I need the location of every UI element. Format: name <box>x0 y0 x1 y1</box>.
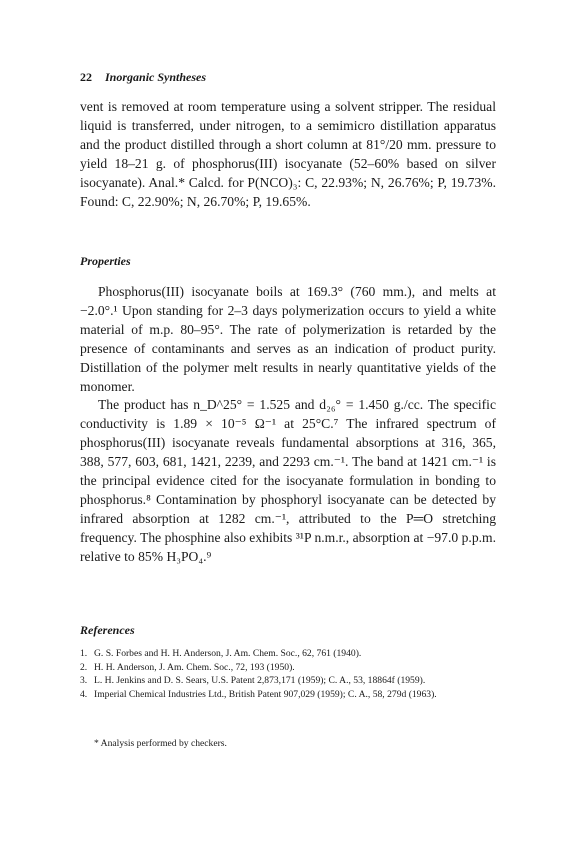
checker-footnote: * Analysis performed by checkers. <box>94 738 227 749</box>
properties-text-block <box>80 283 496 567</box>
reference-item: 2. H. H. Anderson, J. Am. Chem. Soc., 72, 193 (1950). <box>80 661 295 673</box>
intro-paragraph: vent is removed at room temperature using a solvent stripper. The residual liquid is transferred, under nitrogen, to a semimicro distillation apparatus and the product distilled through a short column at 81°/20 mm. pressure to yield 18–21 g. of phosphorus(III) isocyanate (52–60% based on silver isocyanate). Anal.* Calcd. for P(NCO)₃: C, 22.93%; N, 26.76%; P, 19.73%. Found: C, 22.90%; N, 26.70%; P, 19.65%. <box>80 99 496 209</box>
reference-item: 3. L. H. Jenkins and D. S. Sears, U.S. Patent 2,873,171 (1959); C. A., 53, 18864f (1959). <box>80 675 426 687</box>
intro-text-block <box>80 98 496 211</box>
running-title: Inorganic Syntheses <box>105 70 207 84</box>
reference-list <box>80 647 496 701</box>
properties-paragraph-1: Phosphorus(III) isocyanate boils at 169.3° (760 mm.), and melts at −2.0°.¹ Upon standing for 2–3 days polymerization occurs to yield a white material of m.p. 80–95°. The rate of polymerization is retarded by the presence of contaminants and serves as an indication of product purity. Distillation of the polymer melt results in nearly quantitative yields of the monomer. <box>80 284 496 394</box>
reference-item: 4. Imperial Chemical Industries Ltd., British Patent 907,029 (1959); C. A., 58, 279d (1963). <box>80 688 437 700</box>
properties-heading: Properties <box>80 254 131 268</box>
reference-item: 1. G. S. Forbes and H. H. Anderson, J. Am. Chem. Soc., 62, 761 (1940). <box>80 648 362 659</box>
running-header <box>80 70 206 85</box>
references-heading: References <box>80 623 135 637</box>
properties-paragraph-2: The product has n_D^25° = 1.525 and d₂₆° = 1.450 g./cc. The specific conductivity is 1.89 × 10⁻⁵ Ω⁻¹ at 25°C.⁷ The infrared spectrum of phosphorus(III) isocyanate reveals fundamental absorptions at 316, 365, 388, 577, 603, 681, 1421, 2239, and 2293 cm.⁻¹. The band at 1421 cm.⁻¹ is the principal evidence cited for the isocyanate formulation in bonding to phosphorus.⁸ Contamination by phosphoryl isocyanate can be detected by infrared absorption at 1282 cm.⁻¹, attributed to the P═O stretching frequency. The phosphine also exhibits ³¹P n.m.r., absorption at −97.0 p.p.m. relative to 85% H₃PO₄.⁹ <box>80 397 496 564</box>
page-number: 22 <box>80 70 92 84</box>
